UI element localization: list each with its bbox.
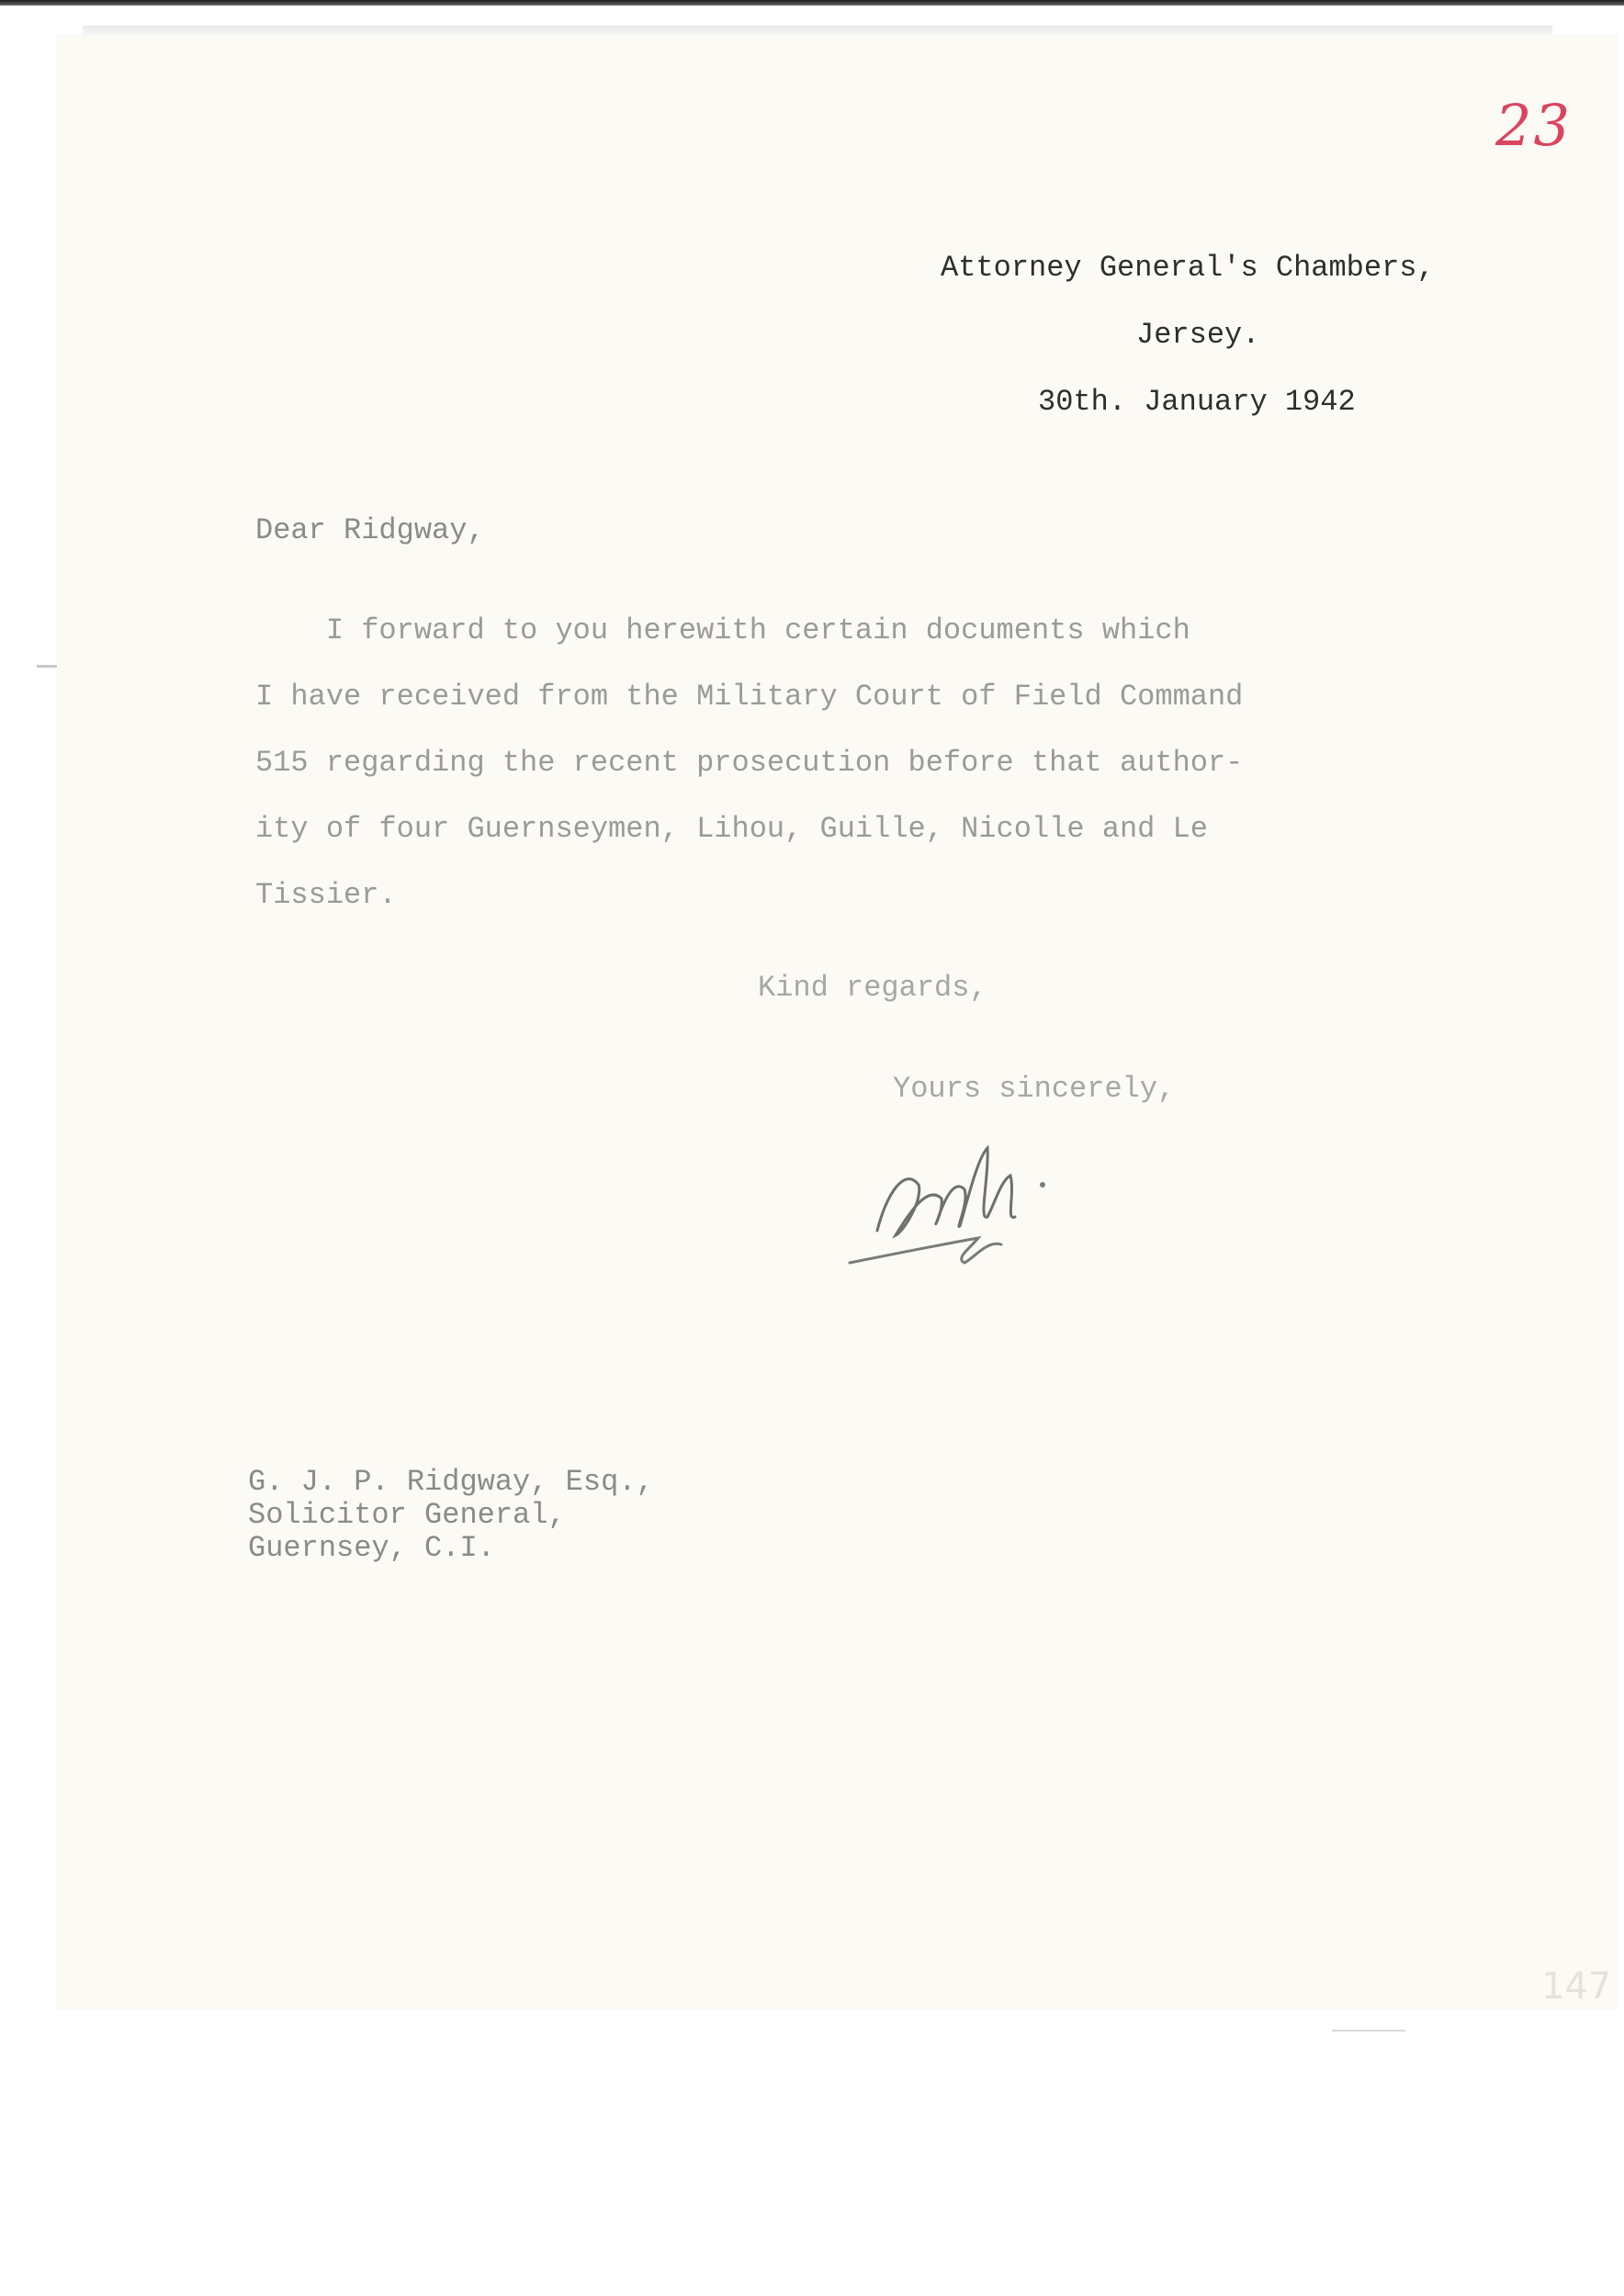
letterhead-office: Attorney General's Chambers, [941, 251, 1435, 285]
letterhead-place: Jersey. [1136, 318, 1260, 352]
salutation: Dear Ridgway, [255, 513, 485, 547]
faint-page-number: 147 [1541, 1965, 1612, 2008]
scanner-top-edge [0, 0, 1624, 6]
body-line: ity of four Guernseymen, Lihou, Guille, Nicolle and Le [255, 812, 1208, 846]
body-line: Tissier. [255, 878, 397, 912]
folio-number: 23 [1495, 92, 1572, 159]
scan-mark [1332, 2030, 1405, 2032]
margin-mark [37, 665, 57, 668]
letter-date: 30th. January 1942 [1038, 385, 1356, 419]
closing-sign-off: Yours sincerely, [893, 1072, 1176, 1106]
handwritten-signature [840, 1130, 1061, 1286]
addressee-title: Solicitor General, [248, 1498, 566, 1532]
addressee-location: Guernsey, C.I. [248, 1531, 495, 1565]
addressee-name: G. J. P. Ridgway, Esq., [248, 1465, 654, 1499]
closing-regards: Kind regards, [758, 971, 987, 1005]
body-line: 515 regarding the recent prosecution before that author- [255, 746, 1244, 780]
body-line: I have received from the Military Court of Field Command [255, 680, 1244, 714]
letter-paper [57, 35, 1617, 2009]
body-line: I forward to you herewith certain documents which [255, 613, 1190, 647]
